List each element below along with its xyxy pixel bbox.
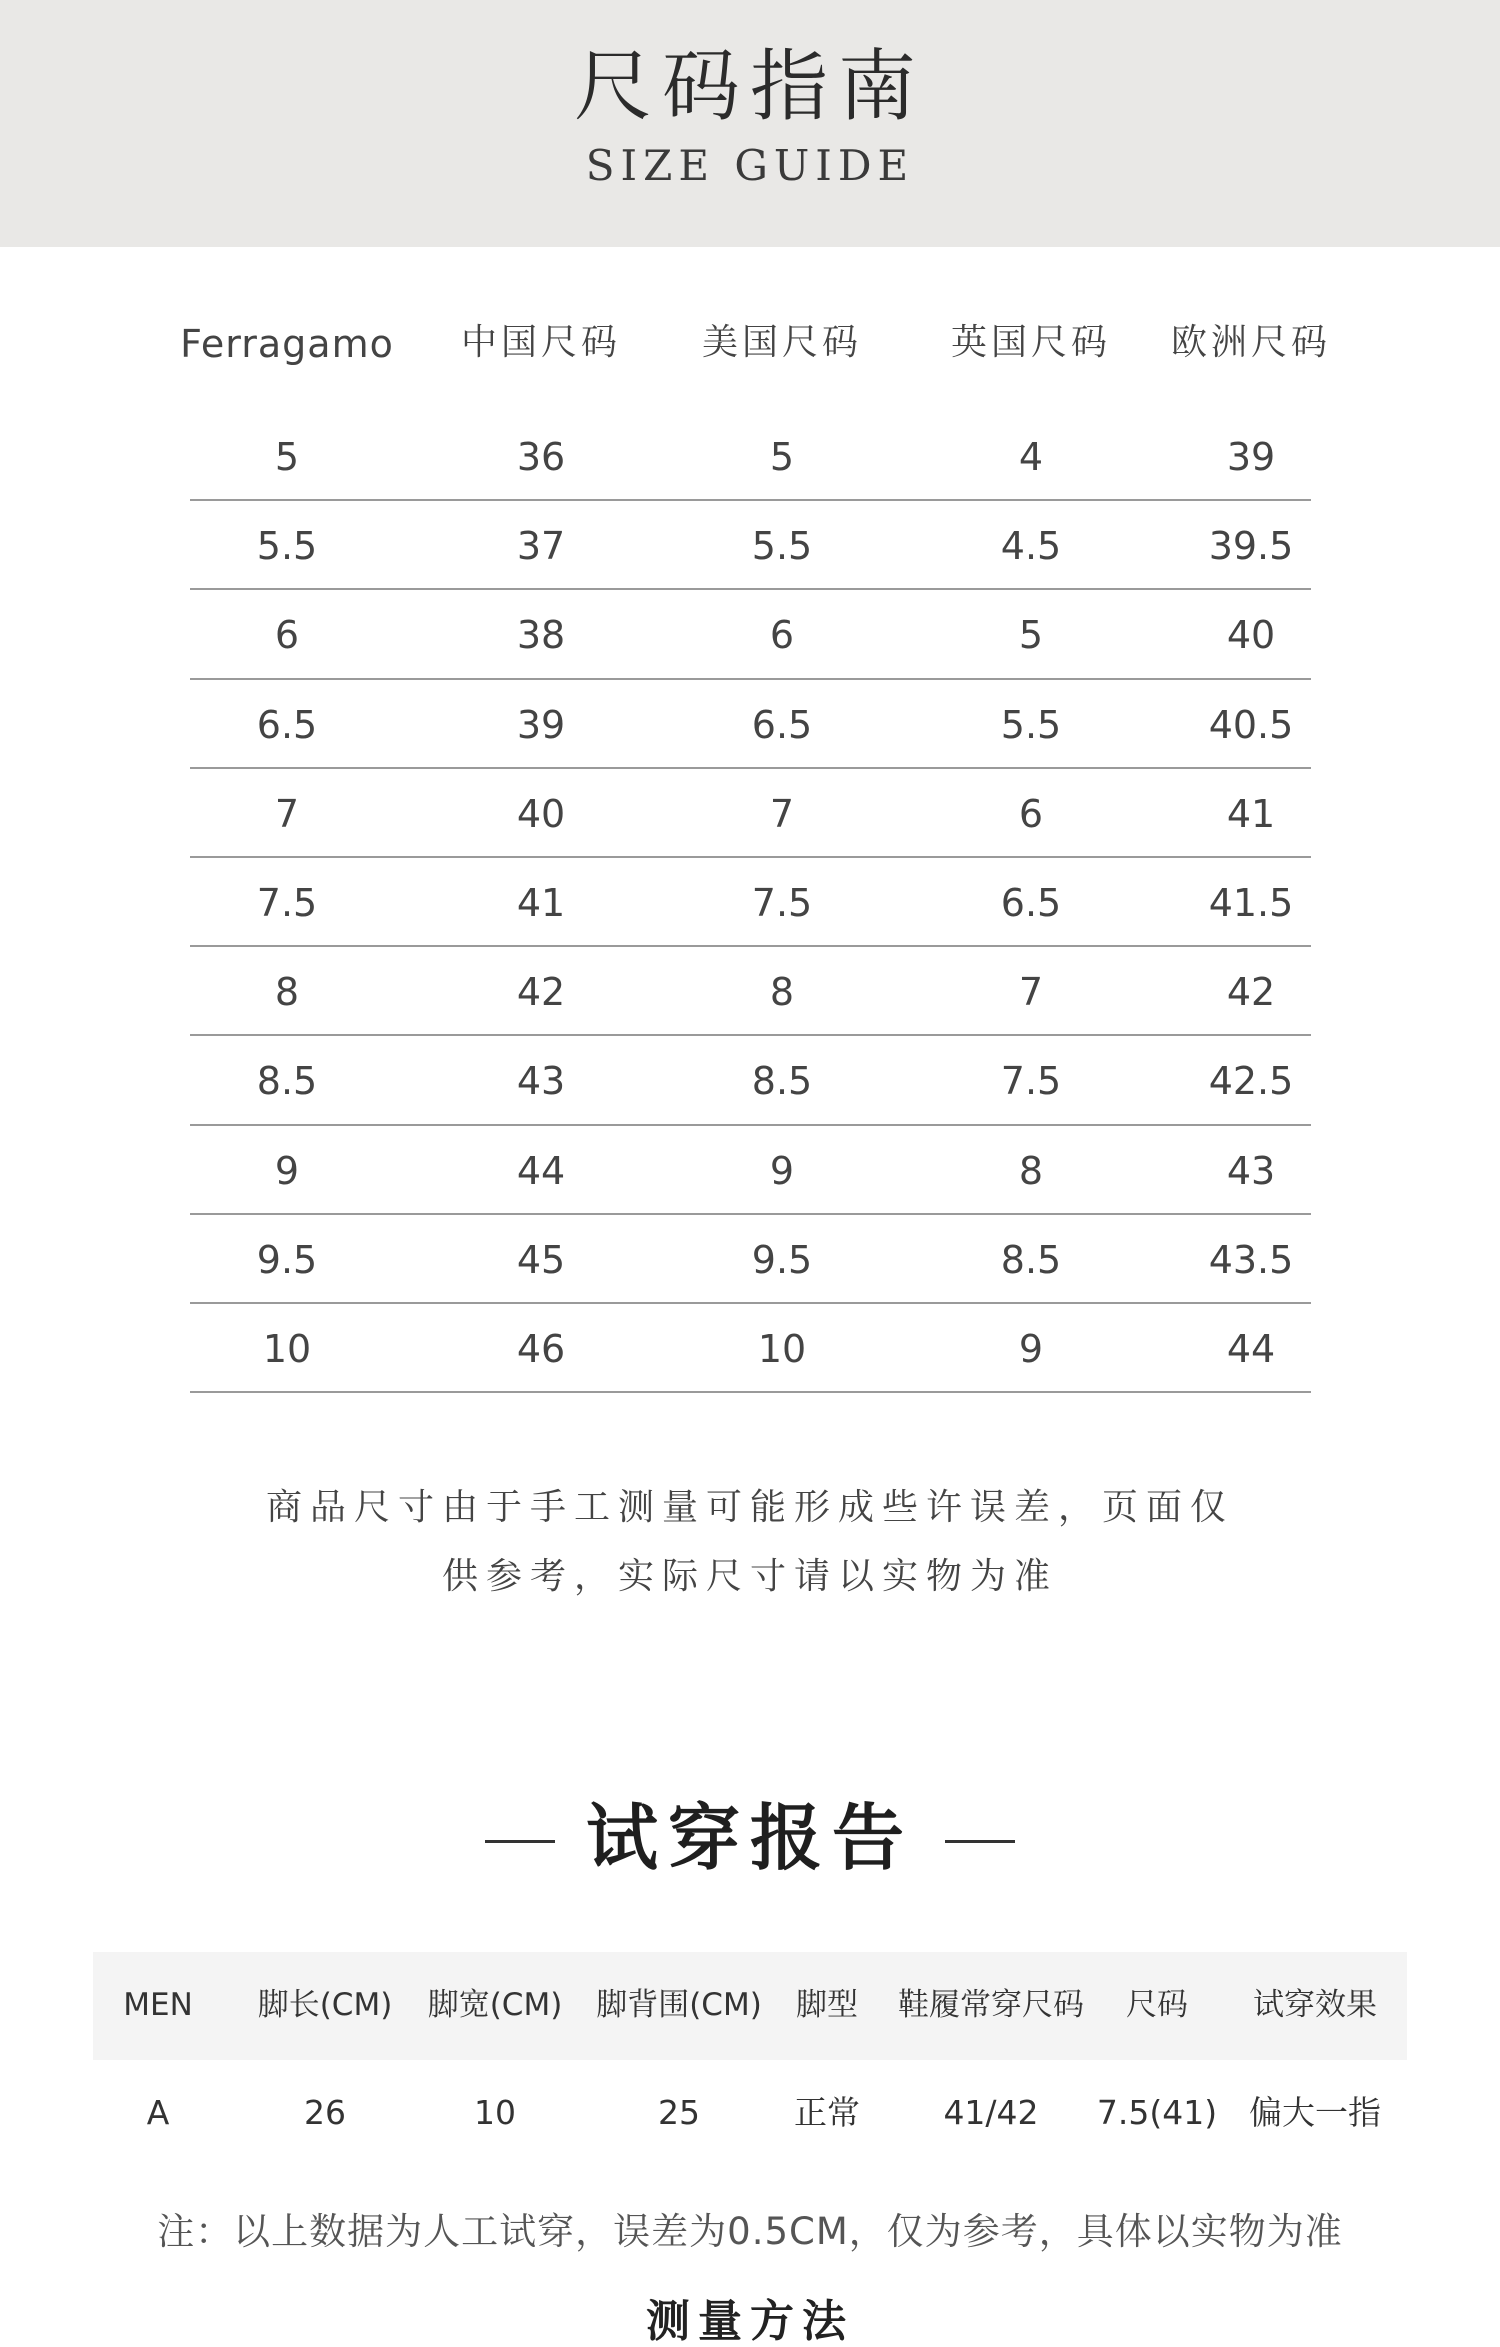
column-header-foot-width: 脚宽(CM) <box>427 1987 563 2023</box>
column-header-us: 美国尺码 <box>701 322 862 363</box>
table-cell: 40.5 <box>1208 703 1294 747</box>
size-note-line-1: 商品尺寸由于手工测量可能形成些许误差，页面仅 <box>265 1487 1234 1528</box>
table-cell: 39 <box>516 703 566 747</box>
table-cell: 26 <box>304 2093 346 2132</box>
table-cell: 6.5 <box>751 703 813 747</box>
table-cell: 9.5 <box>751 1238 813 1282</box>
column-header-fit-result: 试穿效果 <box>1253 1987 1377 2023</box>
table-row <box>0 1215 1500 1304</box>
table-cell: 10 <box>474 2093 516 2132</box>
table-row <box>0 412 1500 501</box>
table-cell: 6 <box>274 613 300 657</box>
column-header-ferragamo: Ferragamo <box>180 322 394 366</box>
size-guide-header <box>0 0 1500 247</box>
table-cell: 41.5 <box>1208 881 1294 925</box>
table-row <box>0 1036 1500 1125</box>
page-subtitle: SIZE GUIDE <box>585 141 915 190</box>
table-cell: 43 <box>516 1059 566 1103</box>
table-cell: 41/42 <box>943 2093 1039 2132</box>
table-cell: 5.5 <box>1000 703 1062 747</box>
size-table-header <box>0 322 1500 385</box>
table-row <box>0 769 1500 858</box>
table-cell: 4.5 <box>1000 524 1062 568</box>
table-cell: 6 <box>769 613 795 657</box>
table-cell: 42 <box>1226 970 1276 1014</box>
table-cell: 7 <box>274 792 300 836</box>
table-cell: 8.5 <box>1000 1238 1062 1282</box>
size-note-line-2: 供参考，实际尺寸请以实物为准 <box>441 1556 1058 1597</box>
table-cell: 9.5 <box>256 1238 318 1282</box>
table-cell: 39 <box>1226 435 1276 479</box>
title-dash-right <box>945 1840 1015 1843</box>
table-cell: 5 <box>769 435 795 479</box>
table-cell: 44 <box>516 1149 566 1193</box>
table-cell: 37 <box>516 524 566 568</box>
column-header-eu: 欧洲尺码 <box>1170 322 1331 363</box>
table-cell: 40 <box>1226 613 1276 657</box>
table-cell: 7.5 <box>751 881 813 925</box>
page-title: 尺码指南 <box>573 42 926 132</box>
report-header-cells <box>0 1952 1500 2060</box>
column-header-size: 尺码 <box>1126 1987 1188 2023</box>
table-cell: 38 <box>516 613 566 657</box>
table-cell: 40 <box>516 792 566 836</box>
table-cell: 6 <box>1018 792 1044 836</box>
column-header-foot-type: 脚型 <box>796 1987 858 2023</box>
table-cell: 5.5 <box>256 524 318 568</box>
column-header-instep: 脚背围(CM) <box>596 1987 762 2023</box>
table-row <box>0 858 1500 947</box>
table-cell: 41 <box>1226 792 1276 836</box>
table-cell: 7 <box>769 792 795 836</box>
table-cell: 8.5 <box>751 1059 813 1103</box>
table-cell: 42.5 <box>1208 1059 1294 1103</box>
table-cell: 25 <box>658 2093 700 2132</box>
table-cell: A <box>146 2093 170 2132</box>
table-cell: 7.5 <box>1000 1059 1062 1103</box>
table-cell: 36 <box>516 435 566 479</box>
table-cell: 4 <box>1018 435 1044 479</box>
table-cell: 8 <box>769 970 795 1014</box>
table-cell: 9 <box>274 1149 300 1193</box>
table-cell: 5 <box>274 435 300 479</box>
table-cell: 8.5 <box>256 1059 318 1103</box>
table-cell: 6.5 <box>1000 881 1062 925</box>
table-cell: 10 <box>262 1327 312 1371</box>
column-header-china: 中国尺码 <box>460 322 621 363</box>
column-header-uk: 英国尺码 <box>950 322 1111 363</box>
table-cell: 5 <box>1018 613 1044 657</box>
column-header-foot-length: 脚长(CM) <box>257 1987 393 2023</box>
table-cell: 9 <box>769 1149 795 1193</box>
table-row <box>0 1304 1500 1393</box>
table-row <box>0 947 1500 1036</box>
measurement-method-heading: 测量方法 <box>646 2296 854 2347</box>
table-cell: 45 <box>516 1238 566 1282</box>
table-cell: 42 <box>516 970 566 1014</box>
table-cell: 43 <box>1226 1149 1276 1193</box>
report-footnote: 注：以上数据为人工试穿，误差为0.5CM，仅为参考，具体以实物为准 <box>157 2210 1343 2253</box>
table-cell: 10 <box>757 1327 807 1371</box>
table-cell: 41 <box>516 881 566 925</box>
table-cell: 7.5(41) <box>1096 2093 1218 2132</box>
report-title: 试穿报告 <box>585 1796 914 1880</box>
column-header-usual-size: 鞋履常穿尺码 <box>898 1987 1084 2023</box>
table-row <box>0 590 1500 679</box>
table-cell: 43.5 <box>1208 1238 1294 1282</box>
table-row <box>0 1126 1500 1215</box>
table-row <box>0 680 1500 769</box>
table-cell: 9 <box>1018 1327 1044 1371</box>
table-cell: 正常 <box>794 2093 860 2132</box>
table-cell: 偏大一指 <box>1249 2093 1381 2132</box>
table-cell: 8 <box>1018 1149 1044 1193</box>
table-cell: 5.5 <box>751 524 813 568</box>
row-divider <box>190 1391 1311 1393</box>
table-cell: 8 <box>274 970 300 1014</box>
table-cell: 7 <box>1018 970 1044 1014</box>
table-row <box>0 501 1500 590</box>
table-cell: 6.5 <box>256 703 318 747</box>
column-header-men: MEN <box>123 1987 193 2023</box>
table-cell: 46 <box>516 1327 566 1371</box>
table-cell: 7.5 <box>256 881 318 925</box>
table-cell: 39.5 <box>1208 524 1294 568</box>
table-cell: 44 <box>1226 1327 1276 1371</box>
table-row <box>0 2093 1500 2156</box>
